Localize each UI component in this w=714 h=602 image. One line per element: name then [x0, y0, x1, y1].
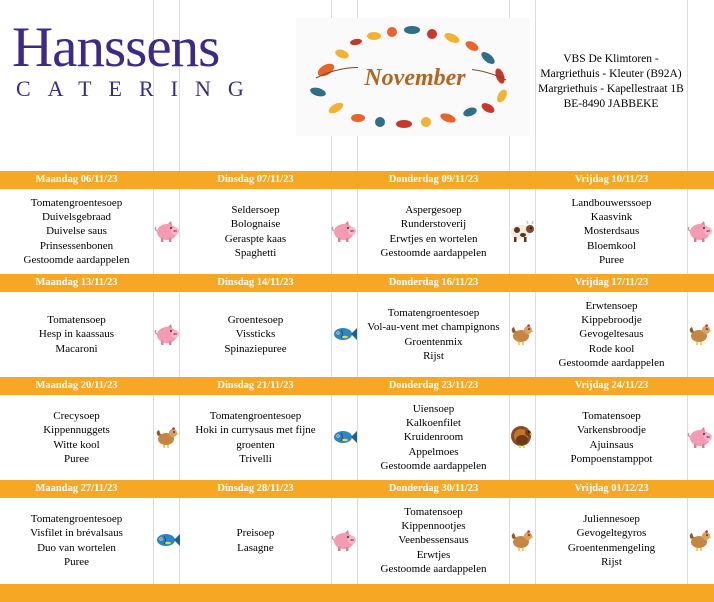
day-menu — [535, 189, 688, 274]
menu-item: Trivelli — [239, 452, 272, 465]
footer-bar — [0, 584, 714, 602]
menu-item: Gevogeltesaus — [579, 328, 644, 341]
november-banner — [296, 18, 530, 136]
day-label: Maandag 20/11/23 — [35, 380, 118, 391]
day-label: Dinsdag 28/11/23 — [217, 483, 294, 494]
week-header-row — [0, 377, 714, 395]
pig-icon — [331, 528, 357, 552]
day-menu — [357, 395, 510, 480]
menu-item: Gestoomde aardappelen — [558, 356, 665, 369]
menu-item: Tomatengroentesoep — [209, 410, 302, 423]
day-label: Donderdag 16/11/23 — [388, 277, 479, 288]
menu-item: Rijst — [423, 349, 444, 362]
day-label: Dinsdag 07/11/23 — [217, 174, 294, 185]
pig-icon — [687, 425, 713, 449]
menu-item: Tomatengroentesoep — [30, 196, 123, 209]
menu-item: Kippebroodje — [581, 314, 642, 327]
logo-subtitle: CATERING — [16, 76, 261, 101]
day-menu — [179, 189, 332, 274]
chicken-icon — [509, 322, 535, 346]
fish-icon — [154, 528, 180, 552]
menu-item: Geraspte kaas — [224, 232, 287, 245]
day-menu — [535, 395, 688, 480]
chicken-icon — [509, 528, 535, 552]
chicken-icon — [154, 425, 180, 449]
menu-item: Duo van wortelen — [37, 541, 116, 554]
pig-icon — [154, 322, 180, 346]
menu-item: Gestoomde aardappelen — [380, 246, 487, 259]
week-header-row — [0, 274, 714, 292]
menu-item: Pompoenstamppot — [570, 452, 653, 465]
pig-icon — [331, 219, 357, 243]
menu-item: Gestoomde aardappelen — [380, 562, 487, 575]
menu-item: Bolognaise — [230, 218, 281, 231]
menu-item: Tomatensoep — [582, 410, 641, 423]
menu-item: Erwtensoep — [585, 299, 638, 312]
menu-item: Spinaziepuree — [224, 342, 287, 355]
day-menu — [179, 395, 332, 480]
day-label: Vrijdag 10/11/23 — [574, 174, 649, 185]
address-line: BE-8490 JABBEKE — [563, 98, 659, 110]
cow-icon — [509, 219, 535, 243]
menu-item: Puree — [63, 555, 90, 568]
turkey-icon — [509, 425, 535, 449]
menu-item: Groentenmix — [404, 335, 463, 348]
day-menu — [535, 292, 688, 377]
menu-item: Runderstoverij — [400, 218, 467, 231]
menu-item: Landbouwerssoep — [571, 196, 652, 209]
menu-item: Kaasvink — [590, 211, 633, 224]
day-label: Donderdag 30/11/23 — [388, 483, 479, 494]
menu-item: Kippennootjes — [401, 520, 466, 533]
day-menu — [357, 189, 510, 274]
day-menu — [357, 498, 510, 583]
menu-item: Groentesoep — [227, 314, 284, 327]
day-menu — [535, 498, 688, 583]
menu-item: Uiensoep — [412, 402, 455, 415]
menu-item: Witte kool — [53, 438, 100, 451]
menu-item: Kalkoenfilet — [406, 417, 461, 430]
day-label: Dinsdag 21/11/23 — [217, 380, 294, 391]
menu-item: Spaghetti — [234, 246, 277, 259]
menu-item: Duivelse saus — [46, 225, 107, 238]
menu-item: Visfilet in brévalsaus — [30, 527, 123, 540]
menu-item: Crecysoep — [53, 410, 100, 423]
menu-item: Gestoomde aardappelen — [380, 459, 487, 472]
chicken-icon — [687, 322, 713, 346]
menu-item: Kruidenroom — [403, 431, 464, 444]
menu-item: Tomatensoep — [404, 505, 463, 518]
week-header-row — [0, 480, 714, 498]
school-address — [536, 52, 686, 112]
day-menu — [357, 292, 510, 377]
menu-item: Vissticks — [235, 328, 276, 341]
menu-item: Tomatengroentesoep — [387, 307, 480, 320]
address-line: Margriethuis - Kleuter (B92A) — [540, 68, 682, 80]
menu-item: Hesp in kaassaus — [38, 328, 115, 341]
menu-item: groenten — [236, 438, 275, 451]
menu-item: Macaroni — [55, 342, 98, 355]
menu-item: Groentenmengeling — [567, 541, 656, 554]
menu-item: Erwtjes en wortelen — [389, 232, 478, 245]
day-menu — [0, 498, 153, 583]
menu-item: Aspergesoep — [405, 204, 462, 217]
menu-item: Seldersoep — [231, 204, 280, 217]
menu-item: Gestoomde aardappelen — [23, 253, 130, 266]
menu-item: Gevogeltegyros — [576, 527, 647, 540]
banner-title: November — [364, 65, 466, 91]
menu-item: Tomatengroentesoep — [30, 513, 123, 526]
chicken-icon — [687, 528, 713, 552]
menu-item: Kippennuggets — [43, 424, 110, 437]
day-label: Maandag 13/11/23 — [35, 277, 118, 288]
fish-icon — [331, 425, 357, 449]
day-label: Dinsdag 14/11/23 — [217, 277, 294, 288]
day-menu — [0, 292, 153, 377]
logo-name: Hanssens — [12, 16, 220, 79]
address-line: VBS De Klimtoren - — [563, 53, 659, 65]
day-label: Maandag 27/11/23 — [35, 483, 118, 494]
day-menu — [179, 292, 332, 377]
hanssens-logo — [12, 16, 284, 101]
menu-item: Mosterdsaus — [583, 225, 640, 238]
menu-item: Puree — [63, 452, 90, 465]
day-label: Maandag 06/11/23 — [35, 174, 118, 185]
address-line: Margriethuis - Kapellestraat 1B — [538, 83, 684, 95]
menu-item: Rijst — [601, 555, 622, 568]
pig-icon — [154, 219, 180, 243]
menu-item: Veenbessensaus — [398, 534, 469, 547]
menu-item: Rode kool — [588, 342, 635, 355]
menu-item: Duivelsgebraad — [41, 211, 112, 224]
menu-item: Varkensbroodje — [576, 424, 647, 437]
menu-item: Lasagne — [237, 541, 274, 554]
day-label: Donderdag 09/11/23 — [388, 174, 479, 185]
day-menu — [179, 498, 332, 583]
menu-item: Juliennesoep — [583, 513, 640, 526]
menu-item: Puree — [598, 253, 625, 266]
menu-item: Bloemkool — [587, 239, 636, 252]
menu-item: Tomatensoep — [47, 314, 106, 327]
menu-item: Prinsessenbonen — [39, 239, 114, 252]
day-label: Donderdag 23/11/23 — [388, 380, 479, 391]
week-header-row — [0, 171, 714, 189]
menu-item: Vol-au-vent met champignons — [367, 321, 500, 334]
day-label: Vrijdag 01/12/23 — [574, 483, 649, 494]
menu-item: Appelmoes — [408, 445, 459, 458]
day-menu — [0, 395, 153, 480]
menu-item: Ajuinsaus — [589, 438, 634, 451]
day-label: Vrijdag 17/11/23 — [574, 277, 649, 288]
day-label: Vrijdag 24/11/23 — [574, 380, 649, 391]
day-menu — [0, 189, 153, 274]
menu-item: Hoki in currysaus met fijne — [195, 424, 316, 437]
autumn-leaves-illustration — [296, 18, 530, 136]
pig-icon — [687, 219, 713, 243]
menu-item: Erwtjes — [416, 548, 451, 561]
fish-icon — [331, 322, 357, 346]
menu-item: Preisoep — [236, 527, 275, 540]
